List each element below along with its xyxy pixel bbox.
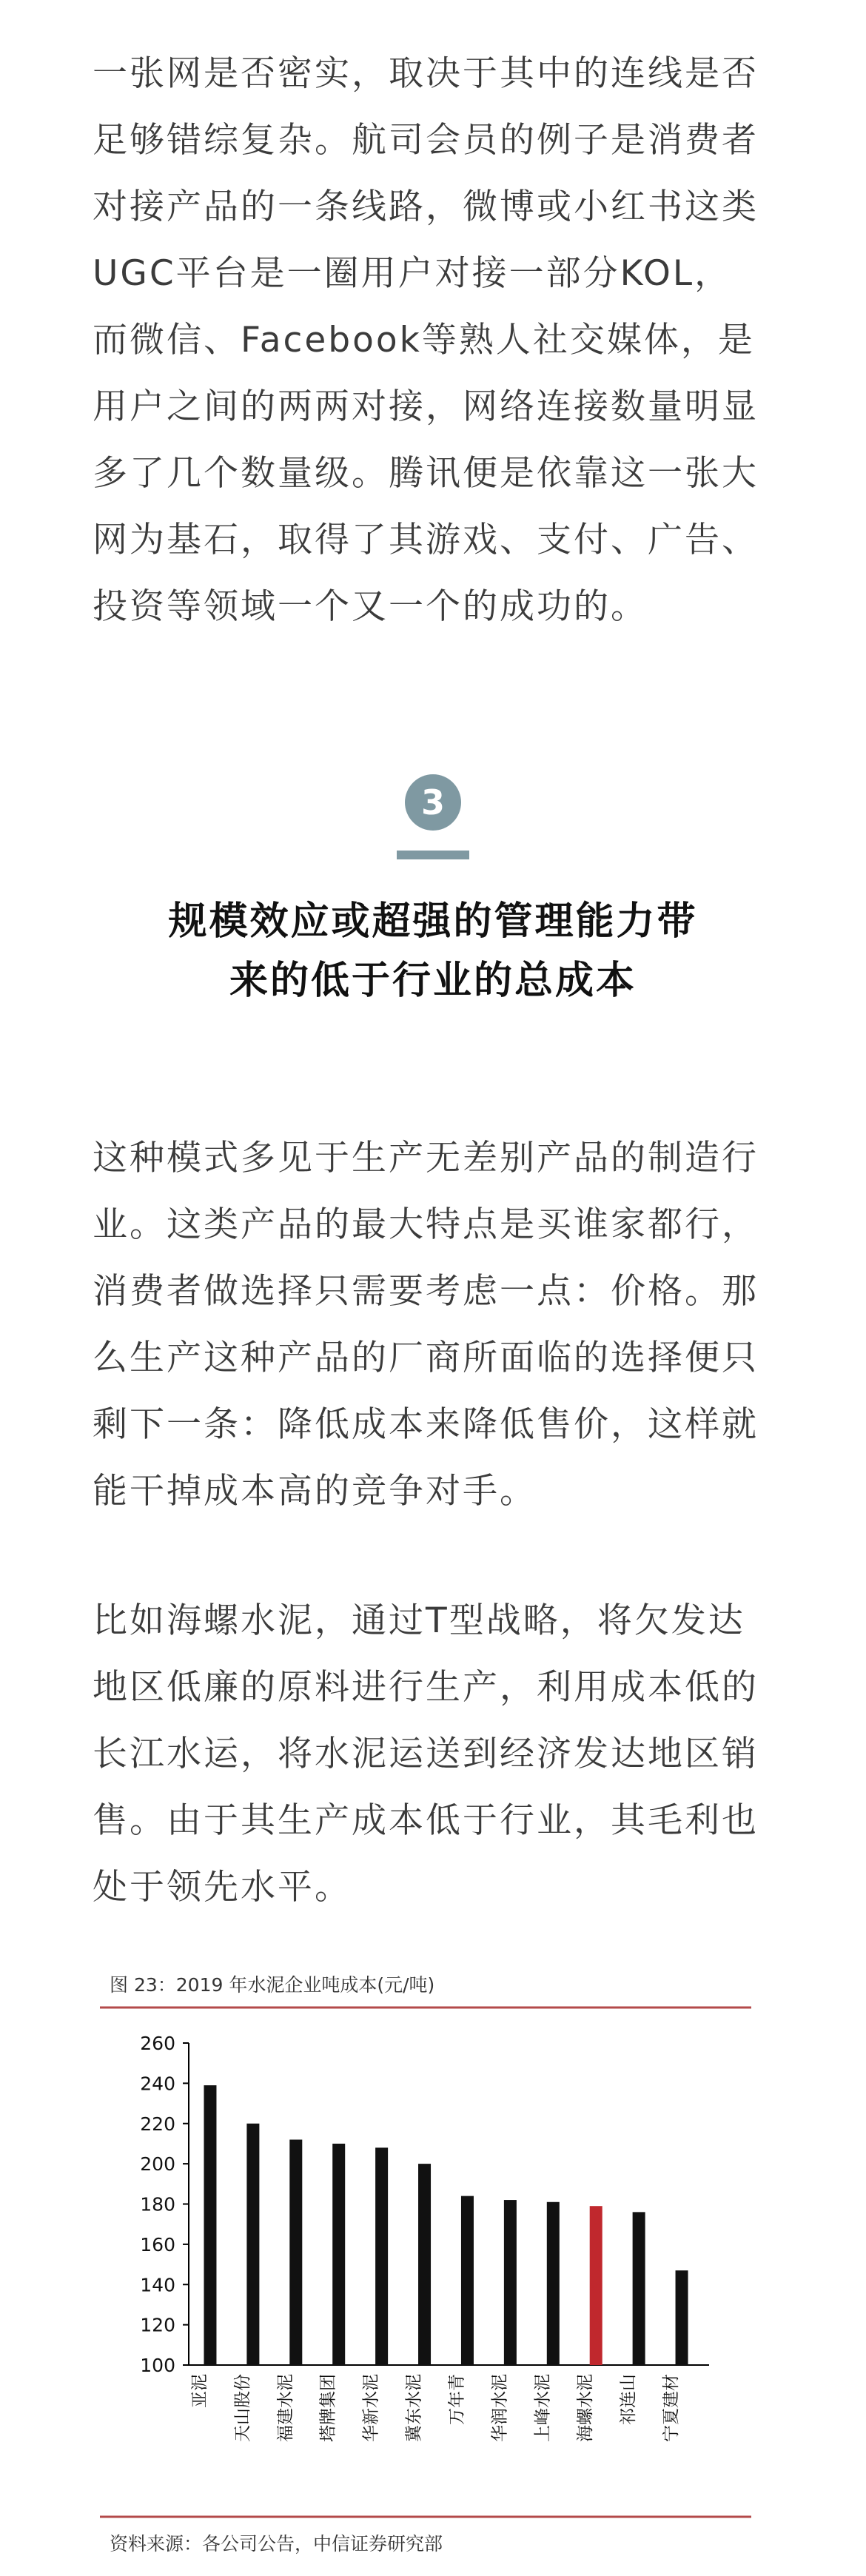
chart-title: 图 23：2019 年水泥企业吨成本(元/吨) [110,1974,435,1996]
bar [418,2164,431,2365]
section-underline [397,851,469,859]
y-tick-label: 140 [140,2274,175,2296]
chart-source: 资料来源：各公司公告，中信证券研究部 [110,2533,443,2555]
y-tick-label: 220 [140,2113,175,2135]
y-tick-label: 240 [140,2073,175,2095]
bar [504,2200,517,2365]
bar [204,2085,216,2365]
paragraph-line: 处于领先水平。 [93,1867,352,1908]
bar [375,2147,388,2365]
x-tick-label: 祁连山 [619,2374,639,2425]
bar [676,2270,688,2365]
y-tick-label: 120 [140,2314,175,2336]
paragraph-line: 而微信、Facebook等熟人社交媒体，是 [93,320,755,360]
paragraph-line: 足够错综复杂。航司会员的例子是消费者 [93,120,759,161]
x-tick-label: 冀东水泥 [404,2374,424,2442]
x-tick-label: 福建水泥 [275,2374,295,2442]
x-tick-label: 宁夏建材 [662,2374,682,2442]
paragraph-manufacturing [93,1125,788,1525]
x-tick-label: 塔牌集团 [318,2374,338,2442]
y-tick-label: 200 [140,2153,175,2176]
y-tick-label: 180 [140,2193,175,2216]
section-title-line: 规模效应或超强的管理能力带 [168,899,698,944]
paragraph-line: UGC平台是一圈用户对接一部分KOL， [93,253,732,294]
paragraph-conch-cement [93,1588,788,1921]
bar [633,2212,645,2365]
paragraph-line: 这种模式多见于生产无差别产品的制造行 [93,1138,759,1178]
paragraph-line: 对接产品的一条线路，微博或小红书这类 [93,187,759,227]
paragraph-line: 么生产这种产品的厂商所面临的选择便只 [93,1338,759,1378]
x-tick-label: 海螺水泥 [576,2374,596,2442]
paragraph-line: 用户之间的两两对接，网络连接数量明显 [93,386,759,427]
section-title [74,892,792,1010]
x-tick-label: 亚泥 [189,2374,209,2408]
paragraph-line: 业。这类产品的最大特点是买谁家都行， [93,1204,759,1245]
bar [246,2124,259,2365]
y-tick-label: 260 [140,2033,175,2054]
x-tick-label: 华润水泥 [490,2374,510,2442]
cement-cost-chart [89,1962,777,2569]
bar-highlight [590,2206,602,2365]
bar [289,2140,302,2366]
paragraph-line: 消费者做选择只需要考虑一点：价格。那 [93,1271,759,1312]
x-tick-label: 上峰水泥 [533,2374,553,2442]
y-tick-label: 100 [140,2355,175,2376]
paragraph-line: 一张网是否密实，取决于其中的连线是否 [93,53,759,94]
x-tick-label: 天山股份 [232,2374,252,2442]
bar [547,2202,560,2365]
bar [332,2144,345,2365]
paragraph-line: 长江水运，将水泥运送到经济发达地区销 [93,1734,759,1774]
paragraph-network [93,41,788,640]
paragraph-line: 剩下一条：降低成本来降低售价，这样就 [93,1404,759,1445]
paragraph-line: 多了几个数量级。腾讯便是依靠这一张大 [93,453,759,494]
paragraph-line: 网为基石，取得了其游戏、支付、广告、 [93,520,759,560]
bar [461,2196,474,2365]
section-title-line: 来的低于行业的总成本 [229,959,637,1003]
x-tick-label: 华新水泥 [361,2374,381,2442]
section-number-badge: 3 [405,774,461,831]
y-tick-label: 160 [140,2233,175,2255]
paragraph-line: 投资等领域一个又一个的成功的。 [93,586,648,627]
x-tick-label: 万年青 [447,2374,467,2425]
paragraph-line: 能干掉成本高的竞争对手。 [93,1471,537,1512]
paragraph-line: 比如海螺水泥，通过T型战略，将欠发达 [93,1600,745,1641]
paragraph-line: 地区低廉的原料进行生产，利用成本低的 [93,1667,759,1708]
paragraph-line: 售。由于其生产成本低于行业，其毛利也 [93,1800,759,1841]
